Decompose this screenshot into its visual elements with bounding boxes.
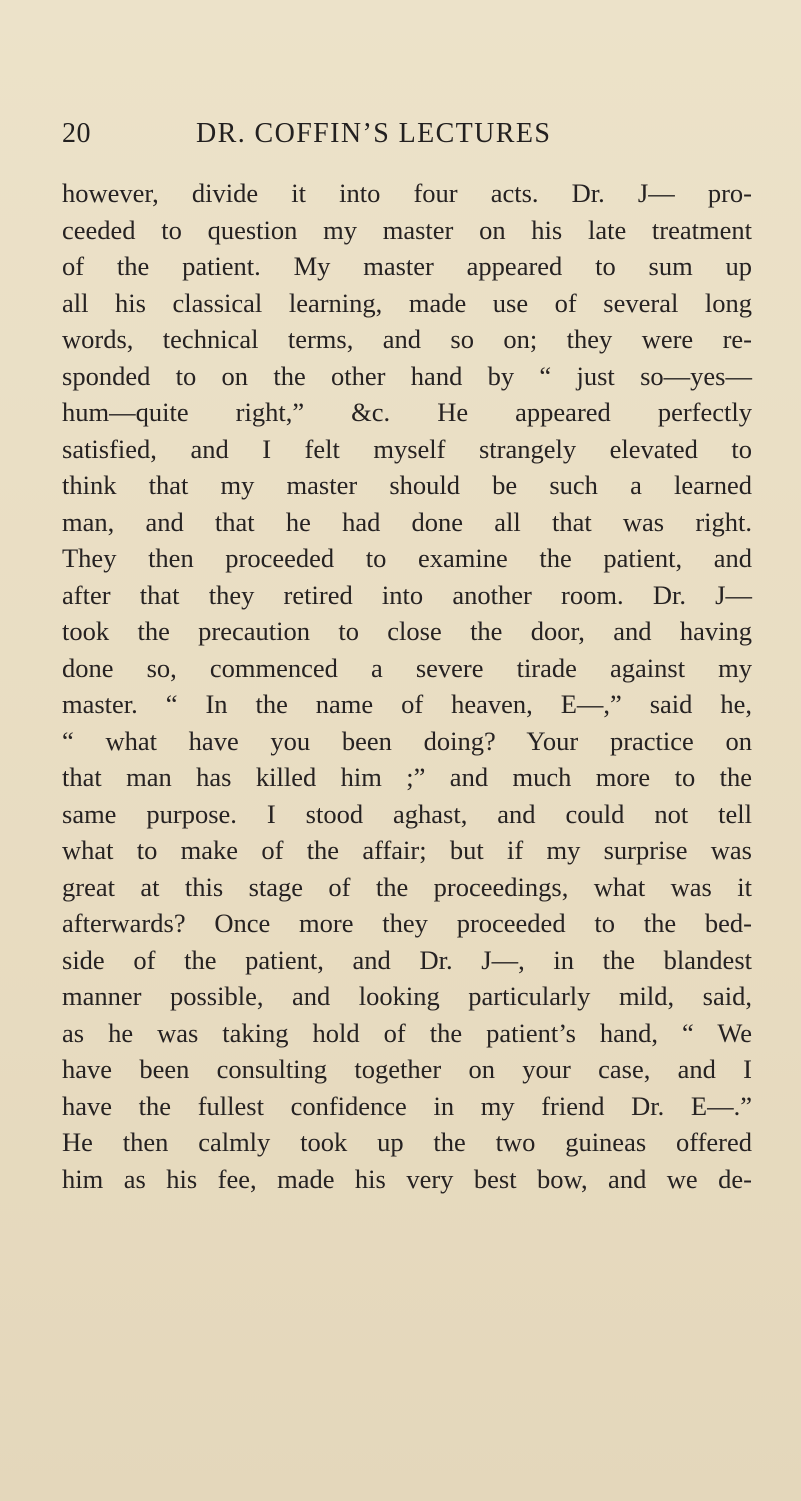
text-line: same purpose. I stood aghast, and could not tell <box>62 798 752 829</box>
text-line: afterwards? Once more they proceeded to the bed- <box>62 908 752 938</box>
text-line: sponded to on the other hand by “ just so—yes— <box>62 360 752 391</box>
text-line: have been consulting together on your case, and I <box>62 1054 752 1084</box>
text-line: done so, commenced a severe tirade against my <box>62 652 752 683</box>
page-number: 20 <box>62 118 91 149</box>
text-line: master. “ In the name of heaven, E—,” said he, <box>62 689 752 719</box>
text-line: manner possible, and looking particularly mild, said, <box>62 981 752 1011</box>
text-line: think that my master should be such a learned <box>62 470 752 500</box>
text-line: “ what have you been doing? Your practice on <box>62 725 752 756</box>
text-line: all his classical learning, made use of several long <box>62 287 752 318</box>
text-line: satisfied, and I felt myself strangely elevated to <box>62 433 752 464</box>
text-line: of the patient. My master appeared to sum up <box>62 251 752 281</box>
text-line: great at this stage of the proceedings, what was it <box>62 871 752 902</box>
text-line: man, and that he had done all that was right. <box>62 506 752 537</box>
text-line: what to make of the affair; but if my surprise was <box>62 835 752 865</box>
text-line: ceeded to question my master on his late treatment <box>62 214 752 245</box>
text-line: took the precaution to close the door, and having <box>62 616 752 646</box>
text-line: as he was taking hold of the patient’s hand, “ We <box>62 1017 752 1048</box>
body-text <box>62 175 752 1197</box>
text-line: after that they retired into another room. Dr. J— <box>62 579 752 610</box>
text-line: however, divide it into four acts. Dr. J— pro- <box>62 178 752 208</box>
running-head: DR. COFFIN’S LECTURES <box>196 118 552 149</box>
page-header <box>62 118 752 154</box>
text-line: side of the patient, and Dr. J—, in the blandest <box>62 944 752 975</box>
text-line: that man has killed him ;” and much more to the <box>62 762 752 792</box>
text-line: have the fullest confidence in my friend Dr. E—.” <box>62 1090 752 1121</box>
text-line: He then calmly took up the two guineas offered <box>62 1127 752 1157</box>
text-line: words, technical terms, and so on; they were re- <box>62 324 752 354</box>
text-line: They then proceeded to examine the patient, and <box>62 543 752 573</box>
text-line: hum—quite right,” &c. He appeared perfectly <box>62 397 752 427</box>
text-line: him as his fee, made his very best bow, and we de- <box>62 1163 752 1194</box>
